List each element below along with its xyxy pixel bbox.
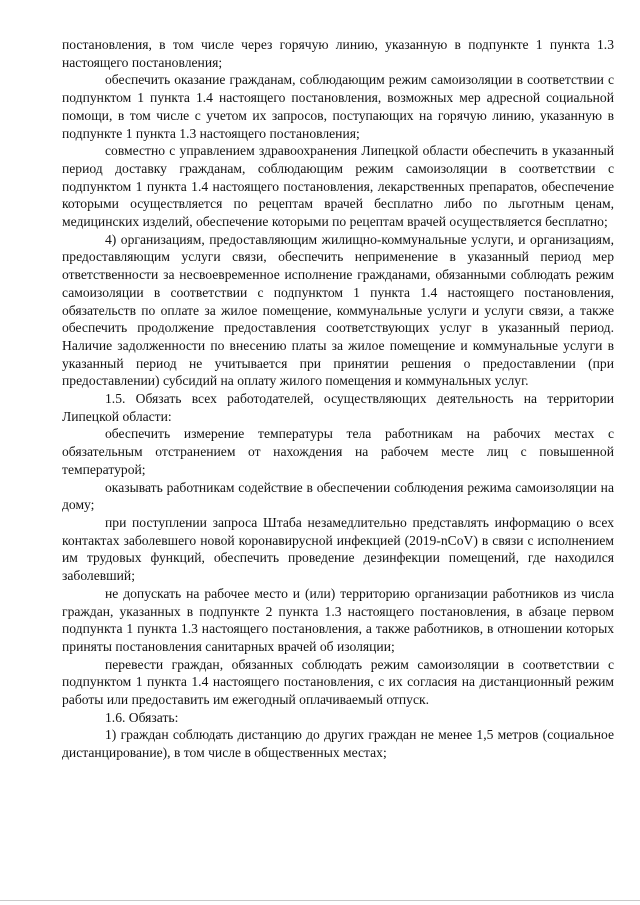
paragraph-3: совместно с управлением здравоохранения Липецкой области обеспечить в указанный период доставку гражданам, соблюдающим режим самоизоляции в соответствии с подпунктом 1 пункта 1.4 настоящего постановления, лекарственных препаратов, обеспечение которыми осуществляется по рецептам врачей бесплатно либо по льготным ценам, медицинских изделий, обеспечение которыми по рецептам врачей осуществляется бесплатно; bbox=[62, 143, 614, 230]
paragraph-5: 1.5. Обязать всех работодателей, осуществляющих деятельность на территории Липецкой области: bbox=[62, 391, 614, 424]
paragraph-6: обеспечить измерение температуры тела работникам на рабочих местах с обязательным отстранением от нахождения на рабочем месте лиц с повышенной температурой; bbox=[62, 426, 614, 477]
paragraph-12: 1) граждан соблюдать дистанцию до других граждан не менее 1,5 метров (социальное дистанцирование), в том числе в общественных местах; bbox=[62, 727, 614, 761]
paragraph-2: обеспечить оказание гражданам, соблюдающим режим самоизоляции в соответствии с подпунктом 1 пункта 1.4 настоящего постановления, возможных мер адресной социальной помощи, в том числе с учетом их запросов, поступающих на горячую линию, указанную в подпункте 1 пункта 1.3 настоящего постановления; bbox=[62, 72, 614, 141]
paragraph-4: 4) организациям, предоставляющим жилищно-коммунальные услуги, и организациям, предоставляющим услуги связи, обеспечить неприменение в указанный период мер ответственности за несвоевременное исполнение гражданами, обязанными соблюдать режим самоизоляции в соответствии с подпунктом 1 пункта 1.4 настоящего постановления, обязательств по оплате за жилое помещение, коммунальные услуги и услуги связи, а также обеспечить продолжение предоставления соответствующих услуг в указанный период. Наличие задолженности по внесению платы за жилое помещение и коммунальные услуги в указанный период не учитывается при принятии решения о предоставлении (при предоставлении) субсидий на оплату жилого помещения и коммунальных услуг. bbox=[62, 231, 614, 389]
paragraph-10: перевести граждан, обязанных соблюдать режим самоизоляции в соответствии с подпунктом 1 пункта 1.4 настоящего постановления, с их согласия на дистанционный режим работы или предоставить им ежегодный оплачиваемый отпуск. bbox=[62, 656, 614, 708]
page-bottom-edge bbox=[0, 900, 640, 901]
paragraph-7: оказывать работникам содействие в обеспечении соблюдения режима самоизоляции на дому; bbox=[62, 479, 614, 513]
paragraph-9: не допускать на рабочее место и (или) территорию организации работников из числа граждан, указанных в подпункте 2 пункта 1.3 настоящего постановления, в абзаце первом подпункта 1 пункта 1.3 настоящего постановления, а также работников, в отношении которых приняты постановления санитарных врачей об изоляции; bbox=[62, 585, 614, 654]
paragraph-11: 1.6. Обязать: bbox=[105, 709, 179, 725]
paragraph-8: при поступлении запроса Штаба незамедлительно представлять информацию о всех контактах заболевшего новой коронавирусной инфекцией (2019-nCoV) в связи с исполнением им трудовых функций, обеспечить проведение дезинфекции помещений, где находился заболевший; bbox=[62, 514, 614, 584]
paragraph-1: постановления, в том числе через горячую линию, указанную в подпункте 1 пункта 1.3 настоящего постановления; bbox=[62, 37, 614, 70]
document-page bbox=[62, 36, 614, 762]
